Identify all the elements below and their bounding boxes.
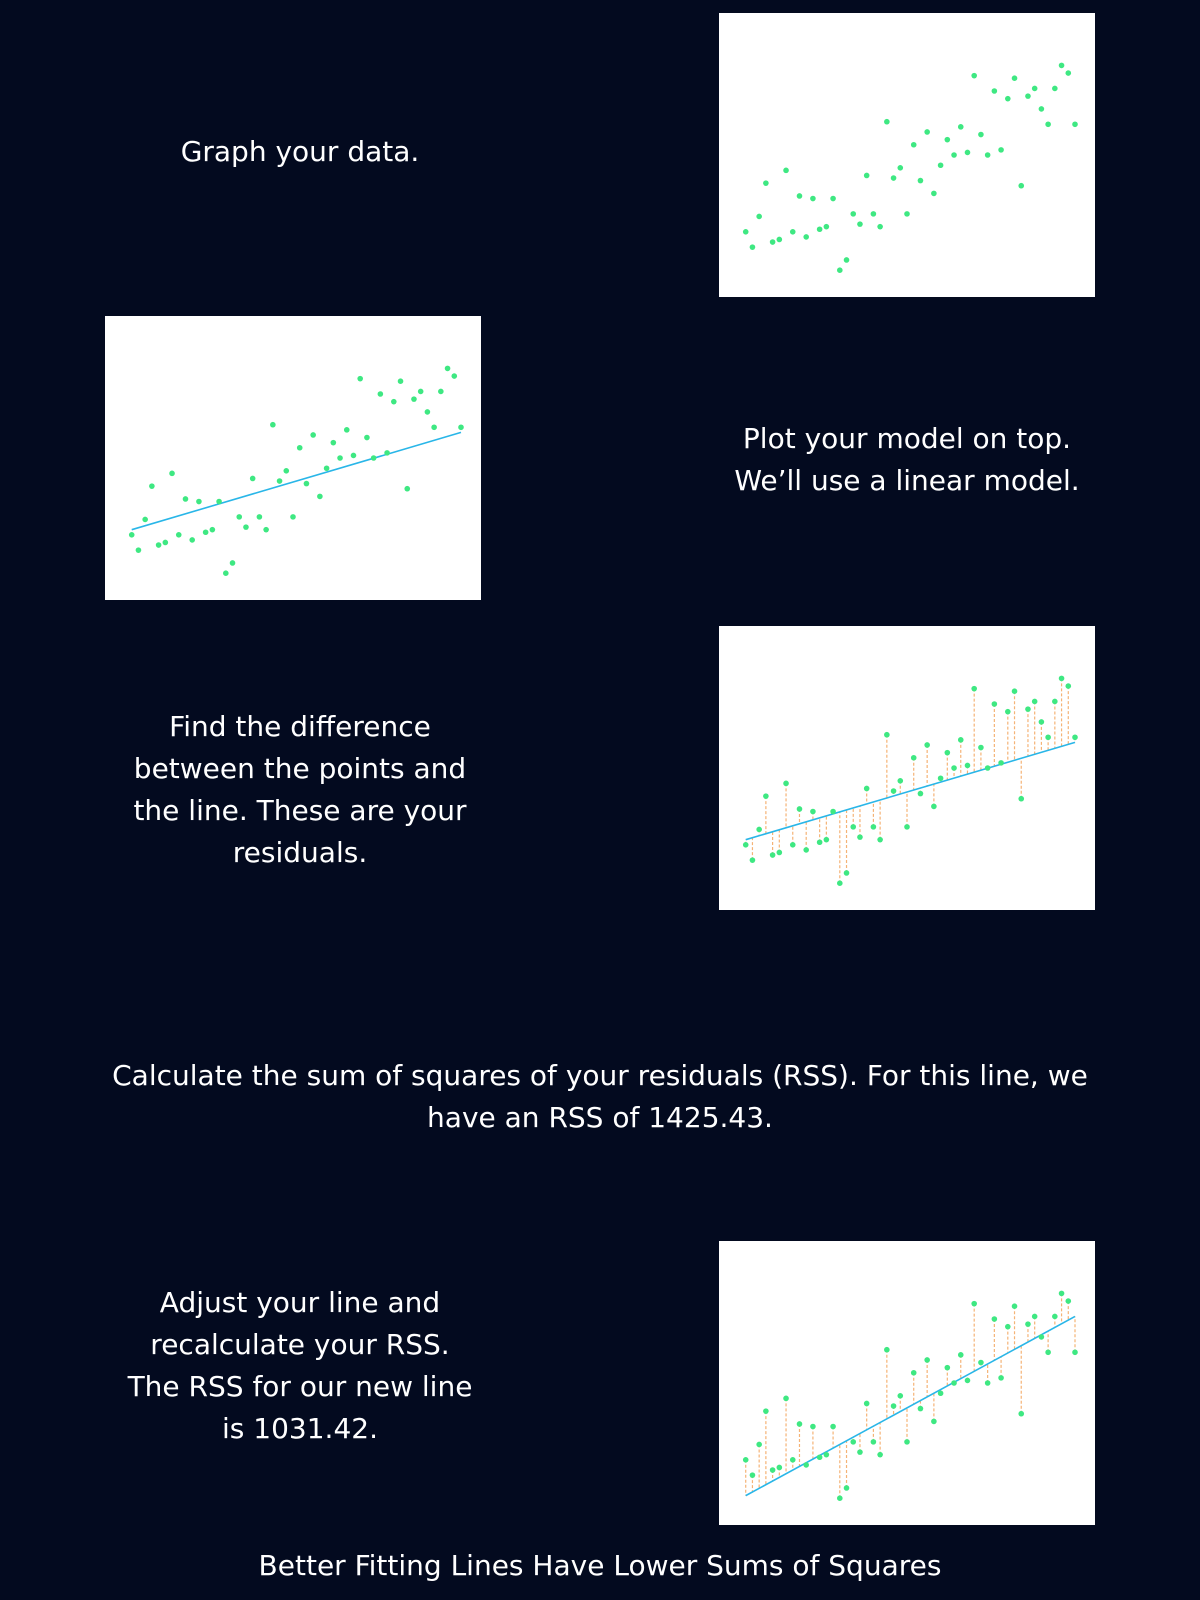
data-point	[1025, 706, 1031, 712]
data-point	[837, 1495, 843, 1501]
data-point	[1045, 121, 1051, 127]
data-point	[998, 147, 1004, 153]
data-point	[777, 850, 783, 856]
data-point	[803, 234, 809, 240]
data-point	[425, 409, 431, 415]
data-point	[1005, 709, 1011, 715]
data-point	[129, 532, 135, 538]
data-point	[945, 1365, 951, 1371]
data-point	[857, 1449, 863, 1455]
adjusted-plot-panel	[719, 1241, 1095, 1525]
data-point	[1059, 63, 1065, 69]
data-point	[756, 1442, 762, 1448]
data-point	[824, 837, 830, 843]
data-point	[945, 137, 951, 143]
data-point	[877, 1452, 883, 1458]
data-point	[317, 494, 323, 500]
data-point	[404, 486, 410, 492]
data-point	[1072, 734, 1078, 740]
data-point	[830, 1424, 836, 1430]
data-point	[904, 824, 910, 830]
data-point	[790, 842, 796, 848]
data-point	[1065, 683, 1071, 689]
data-point	[965, 1378, 971, 1384]
data-point	[297, 445, 303, 451]
data-point	[797, 193, 803, 199]
data-point	[918, 1406, 924, 1412]
data-point	[750, 244, 756, 250]
data-point	[938, 1390, 944, 1396]
data-point	[398, 378, 404, 384]
data-point	[384, 450, 390, 456]
data-point	[850, 211, 856, 217]
model-plot	[105, 316, 481, 600]
data-point	[837, 267, 843, 273]
data-point	[850, 824, 856, 830]
data-point	[824, 1452, 830, 1458]
data-point	[871, 824, 877, 830]
data-point	[1039, 719, 1045, 725]
data-point	[924, 1357, 930, 1363]
data-point	[763, 180, 769, 186]
data-point	[250, 476, 256, 482]
data-point	[797, 1421, 803, 1427]
data-point	[451, 373, 457, 379]
data-point	[243, 524, 249, 530]
data-point	[324, 465, 330, 471]
data-point	[756, 214, 762, 220]
data-point	[971, 1301, 977, 1307]
data-point	[985, 152, 991, 158]
data-point	[891, 1403, 897, 1409]
data-point	[965, 150, 971, 156]
data-point	[985, 1380, 991, 1386]
data-point	[1025, 1321, 1031, 1327]
data-point	[978, 745, 984, 751]
data-point	[911, 142, 917, 148]
data-point	[1018, 183, 1024, 189]
data-point	[411, 396, 417, 402]
data-point	[210, 527, 216, 533]
data-point	[777, 1465, 783, 1471]
data-point	[817, 226, 823, 232]
data-point	[1039, 1334, 1045, 1340]
scatter-plot-panel	[719, 13, 1095, 297]
data-point	[331, 440, 337, 446]
data-point	[837, 880, 843, 886]
data-point	[763, 793, 769, 799]
data-point	[257, 514, 263, 520]
data-point	[803, 1462, 809, 1468]
data-point	[1018, 1411, 1024, 1417]
data-point	[884, 1347, 890, 1353]
data-point	[1032, 1314, 1038, 1320]
data-point	[770, 239, 776, 245]
data-point	[283, 468, 289, 474]
data-point	[958, 124, 964, 130]
data-point	[438, 389, 444, 395]
data-point	[911, 1370, 917, 1376]
data-point	[958, 737, 964, 743]
data-point	[1059, 676, 1065, 682]
data-point	[216, 499, 222, 505]
data-point	[1005, 96, 1011, 102]
data-point	[877, 224, 883, 230]
data-point	[156, 542, 162, 548]
data-point	[750, 857, 756, 863]
data-point	[783, 1396, 789, 1402]
data-point	[864, 1401, 870, 1407]
step-1-caption: Graph your data.	[180, 135, 420, 168]
data-point	[1012, 1303, 1018, 1309]
data-point	[337, 455, 343, 461]
data-point	[743, 842, 749, 848]
data-point	[770, 852, 776, 858]
data-point	[830, 809, 836, 815]
data-point	[357, 376, 363, 382]
data-point	[951, 152, 957, 158]
data-point	[951, 1380, 957, 1386]
data-point	[844, 870, 850, 876]
data-point	[998, 760, 1004, 766]
data-point	[897, 1393, 903, 1399]
residuals-plot	[719, 626, 1095, 910]
data-point	[763, 1408, 769, 1414]
data-point	[1065, 1298, 1071, 1304]
data-point	[277, 478, 283, 484]
data-point	[1072, 121, 1078, 127]
residuals-plot-panel	[719, 626, 1095, 910]
data-point	[871, 1439, 877, 1445]
data-point	[844, 257, 850, 263]
data-point	[1032, 699, 1038, 705]
data-point	[810, 1424, 816, 1430]
step-4-caption: Calculate the sum of squares of your residuals (RSS). For this line, we have an RSS of 1425.43.	[112, 1059, 1088, 1134]
data-point	[931, 804, 937, 810]
data-point	[270, 422, 276, 428]
data-point	[965, 763, 971, 769]
data-point	[790, 229, 796, 235]
data-point	[223, 570, 229, 576]
data-point	[857, 221, 863, 227]
data-point	[203, 529, 209, 535]
data-point	[830, 196, 836, 202]
data-point	[290, 514, 296, 520]
data-point	[864, 786, 870, 792]
data-point	[938, 162, 944, 168]
data-point	[1025, 93, 1031, 99]
data-point	[149, 483, 155, 489]
data-point	[1052, 699, 1058, 705]
data-point	[992, 88, 998, 94]
data-point	[924, 742, 930, 748]
data-point	[1012, 75, 1018, 81]
data-point	[743, 229, 749, 235]
data-point	[230, 560, 236, 566]
data-point	[824, 224, 830, 230]
data-point	[1059, 1291, 1065, 1297]
data-point	[985, 765, 991, 771]
data-point	[884, 732, 890, 738]
data-point	[803, 847, 809, 853]
data-point	[904, 1439, 910, 1445]
data-point	[817, 1454, 823, 1460]
data-point	[770, 1467, 776, 1473]
step-3-caption: Find the difference between the points and the line. These are your residuals.	[133, 710, 467, 869]
data-point	[810, 196, 816, 202]
data-point	[971, 73, 977, 79]
data-point	[918, 178, 924, 184]
data-point	[1072, 1349, 1078, 1355]
data-point	[790, 1457, 796, 1463]
data-point	[391, 399, 397, 405]
data-point	[945, 750, 951, 756]
data-point	[817, 839, 823, 845]
data-point	[884, 119, 890, 125]
data-point	[978, 132, 984, 138]
data-point	[1065, 70, 1071, 76]
data-point	[371, 455, 377, 461]
data-point	[1005, 1324, 1011, 1330]
data-point	[1012, 688, 1018, 694]
data-point	[871, 211, 877, 217]
data-point	[978, 1360, 984, 1366]
data-point	[351, 453, 357, 459]
data-point	[992, 1316, 998, 1322]
data-point	[1018, 796, 1024, 802]
data-point	[743, 1457, 749, 1463]
data-point	[1045, 734, 1051, 740]
regression-line	[746, 742, 1075, 839]
data-point	[189, 537, 195, 543]
data-point	[924, 129, 930, 135]
data-point	[364, 435, 370, 441]
data-point	[864, 173, 870, 179]
scatter-plot	[719, 13, 1095, 297]
data-point	[431, 424, 437, 430]
data-point	[750, 1472, 756, 1478]
data-point	[304, 481, 310, 487]
data-point	[783, 168, 789, 174]
data-point	[992, 701, 998, 707]
data-point	[783, 781, 789, 787]
data-point	[810, 809, 816, 815]
data-point	[756, 827, 762, 833]
data-point	[777, 237, 783, 243]
data-point	[378, 391, 384, 397]
data-point	[1052, 86, 1058, 92]
data-point	[310, 432, 316, 438]
data-point	[196, 499, 202, 505]
data-point	[183, 496, 189, 502]
data-point	[931, 1419, 937, 1425]
data-point	[797, 806, 803, 812]
footer-caption: Better Fitting Lines Have Lower Sums of Squares	[258, 1549, 942, 1582]
step-2-caption: Plot your model on top. We’ll use a linear model.	[734, 422, 1080, 497]
data-point	[897, 165, 903, 171]
data-point	[458, 424, 464, 430]
data-point	[938, 775, 944, 781]
data-point	[958, 1352, 964, 1358]
data-point	[971, 686, 977, 692]
regression-line	[132, 432, 461, 529]
data-point	[857, 834, 863, 840]
data-point	[891, 175, 897, 181]
data-point	[844, 1485, 850, 1491]
model-plot-panel	[105, 316, 481, 600]
data-point	[891, 788, 897, 794]
data-point	[904, 211, 910, 217]
data-point	[445, 366, 451, 372]
data-point	[142, 517, 148, 523]
data-point	[850, 1439, 856, 1445]
data-point	[176, 532, 182, 538]
data-point	[931, 191, 937, 197]
data-point	[418, 389, 424, 395]
data-point	[1052, 1314, 1058, 1320]
data-point	[344, 427, 350, 433]
step-5-caption: Adjust your line and recalculate your RSS. The RSS for our new line is 1031.42.	[127, 1286, 473, 1445]
data-point	[169, 471, 175, 477]
data-point	[163, 540, 169, 546]
data-point	[911, 755, 917, 761]
data-point	[1045, 1349, 1051, 1355]
regression-line	[746, 1316, 1075, 1495]
data-point	[998, 1375, 1004, 1381]
adjusted-residuals-plot	[719, 1241, 1095, 1525]
data-point	[918, 791, 924, 797]
data-point	[236, 514, 242, 520]
data-point	[136, 547, 142, 553]
data-point	[951, 765, 957, 771]
data-point	[1032, 86, 1038, 92]
data-point	[877, 837, 883, 843]
data-point	[897, 778, 903, 784]
data-point	[1039, 106, 1045, 112]
data-point	[263, 527, 269, 533]
